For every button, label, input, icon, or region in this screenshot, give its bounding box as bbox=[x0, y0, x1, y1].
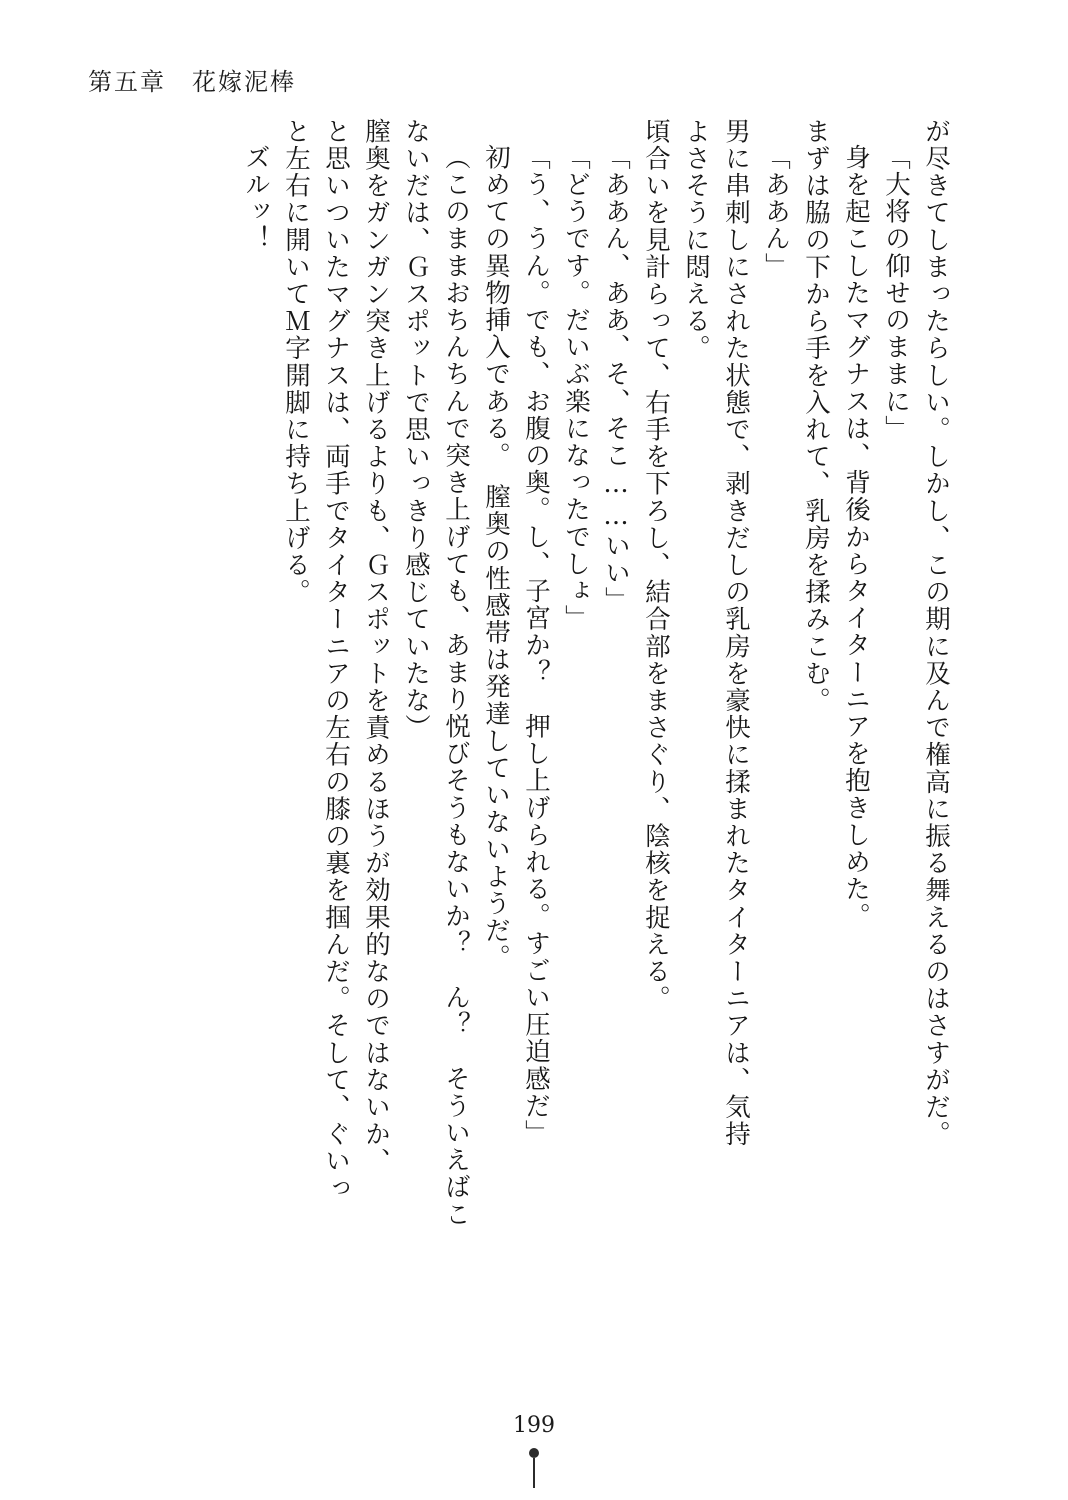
footer-stem-icon bbox=[533, 1458, 535, 1488]
chapter-header: 第五章 花嫁泥棒 bbox=[88, 68, 296, 96]
text-column: 頃合いを見計らって、右手を下ろし、結合部をまさぐり、陰核を捉える。 bbox=[641, 118, 671, 1013]
text-column: （このままおちんちんで突き上げても、あまり悦びそうもないか？ ん？ そういえばこ bbox=[441, 144, 471, 1228]
text-column: よさそうに悶える。 bbox=[681, 118, 711, 362]
text-column: 「ああん、ああ、そ、そこ……いい」 bbox=[601, 144, 631, 614]
text-column: 男に串刺しにされた状態で、剥きだしの乳房を豪快に揉まれたタイターニアは、気持 bbox=[721, 118, 751, 1148]
text-column: 膣奥をガンガン突き上げるよりも、Ｇスポットを責めるほうが効果的なのではないか、 bbox=[361, 118, 391, 1175]
text-column: ズルッ！ bbox=[241, 144, 271, 253]
vertical-text-body bbox=[92, 118, 951, 1358]
text-column: 身を起こしたマグナスは、背後からタイターニアを抱きしめた。 bbox=[841, 144, 871, 930]
footer-dot-icon bbox=[529, 1448, 539, 1458]
text-column: と左右に開いてＭ字開脚に持ち上げる。 bbox=[281, 118, 311, 606]
text-column: と思いついたマグナスは、両手でタイターニアの左右の膝の裏を掴んだ。そして、ぐいっ bbox=[321, 118, 351, 1202]
text-column: が尽きてしまったらしい。しかし、この期に及んで権高に振る舞えるのはさすがだ。 bbox=[921, 118, 951, 1148]
text-column: 「ああん」 bbox=[761, 144, 791, 280]
text-column: ないだは、Ｇスポットで思いっきり感じていたな） bbox=[401, 118, 431, 742]
text-column: まずは脇の下から手を入れて、乳房を揉みこむ。 bbox=[801, 118, 831, 715]
page-number: 199 bbox=[513, 1413, 555, 1438]
text-column: 「う、うん。でも、お腹の奥。し、子宮か？ 押し上げられる。すごい圧迫感だ」 bbox=[521, 144, 551, 1147]
text-column: 「大将の仰せのままに」 bbox=[881, 144, 911, 443]
text-column: 初めての異物挿入である。 膣奥の性感帯は発達していないようだ。 bbox=[481, 144, 511, 972]
page-footer-mark-icon bbox=[529, 1448, 539, 1490]
text-column: 「どうです。だいぶ楽になったでしょ」 bbox=[561, 144, 591, 632]
